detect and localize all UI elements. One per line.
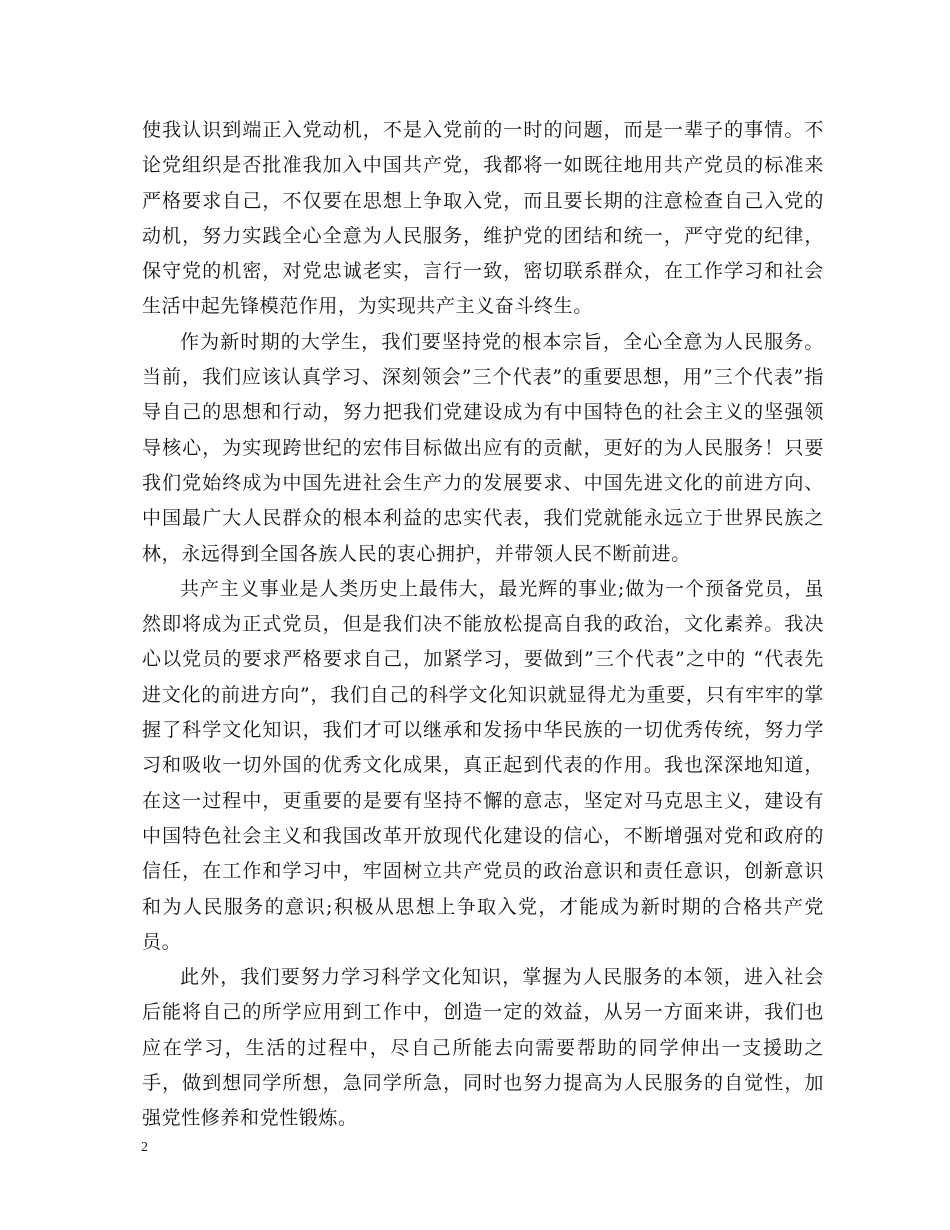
- paragraph-college-students: 作为新时期的大学生，我们要坚持党的根本宗旨，全心全意为人民服务。当前，我们应该认真学习、深刻领会”三个代表”的重要思想，用”三个代表”指导自己的思想和行动，努力把我们党建设成为有中国特色的社会主义的坚强领导核心，为实现跨世纪的宏伟目标做出应有的贡献，更好的为人民服务！只要我们党始终成为中国先进社会生产力的发展要求、中国先进文化的前进方向、中国最广大人民群众的根本利益的忠实代表，我们党就能永远立于世界民族之林，永远得到全国各族人民的衷心拥护，并带领人民不断前进。: [142, 330, 824, 565]
- paragraph-communist-cause: 共产主义事业是人类历史上最伟大，最光辉的事业;做为一个预备党员，虽然即将成为正式党员，但是我们决不能放松提高自我的政治，文化素养。我决心以党员的要求严格要求自己，加紧学习，要做到”三个代表”之中的 “代表先进文化的前进方向”，我们自己的科学文化知识就显得尤为重要，只有牢牢的掌握了科学文化知识，我们才可以继承和发扬中华民族的一切优秀传统，努力学习和吸收一切外国的优秀文化成果，真正起到代表的作用。我也深深地知道，在这一过程中，更重要的是要有坚持不懈的意志，坚定对马克思主义，建设有中国特色社会主义和我国改革开放现代化建设的信心，不断增强对党和政府的信任，在工作和学习中，牢固树立共产党员的政治意识和责任意识，创新意识和为人民服务的意识;积极从思想上争取入党，才能成为新时期的合格共产党员。: [142, 577, 824, 953]
- paragraph-furthermore: 此外，我们要努力学习科学文化知识，掌握为人民服务的本领，进入社会后能将自己的所学应用到工作中，创造一定的效益，从另一方面来讲，我们也应在学习，生活的过程中，尽自己所能去向需要帮助的同学伸出一支援助之手，做到想同学所想，急同学所急，同时也努力提高为人民服务的自觉性，加强党性修养和党性锻炼。: [142, 966, 824, 1130]
- page-number: 2: [141, 1140, 148, 1155]
- document-body: [142, 113, 824, 1137]
- paragraph-continuation: 使我认识到端正入党动机，不是入党前的一时的问题，而是一辈子的事情。不论党组织是否批准我加入中国共产党，我都将一如既往地用共产党员的标准来严格要求自己，不仅要在思想上争取入党，而且要长期的注意检查自己入党的动机，努力实践全心全意为人民服务，维护党的团结和统一，严守党的纪律，保守党的机密，对党忠诚老实，言行一致，密切联系群众，在工作学习和社会生活中起先锋模范作用，为实现共产主义奋斗终生。: [142, 119, 824, 318]
